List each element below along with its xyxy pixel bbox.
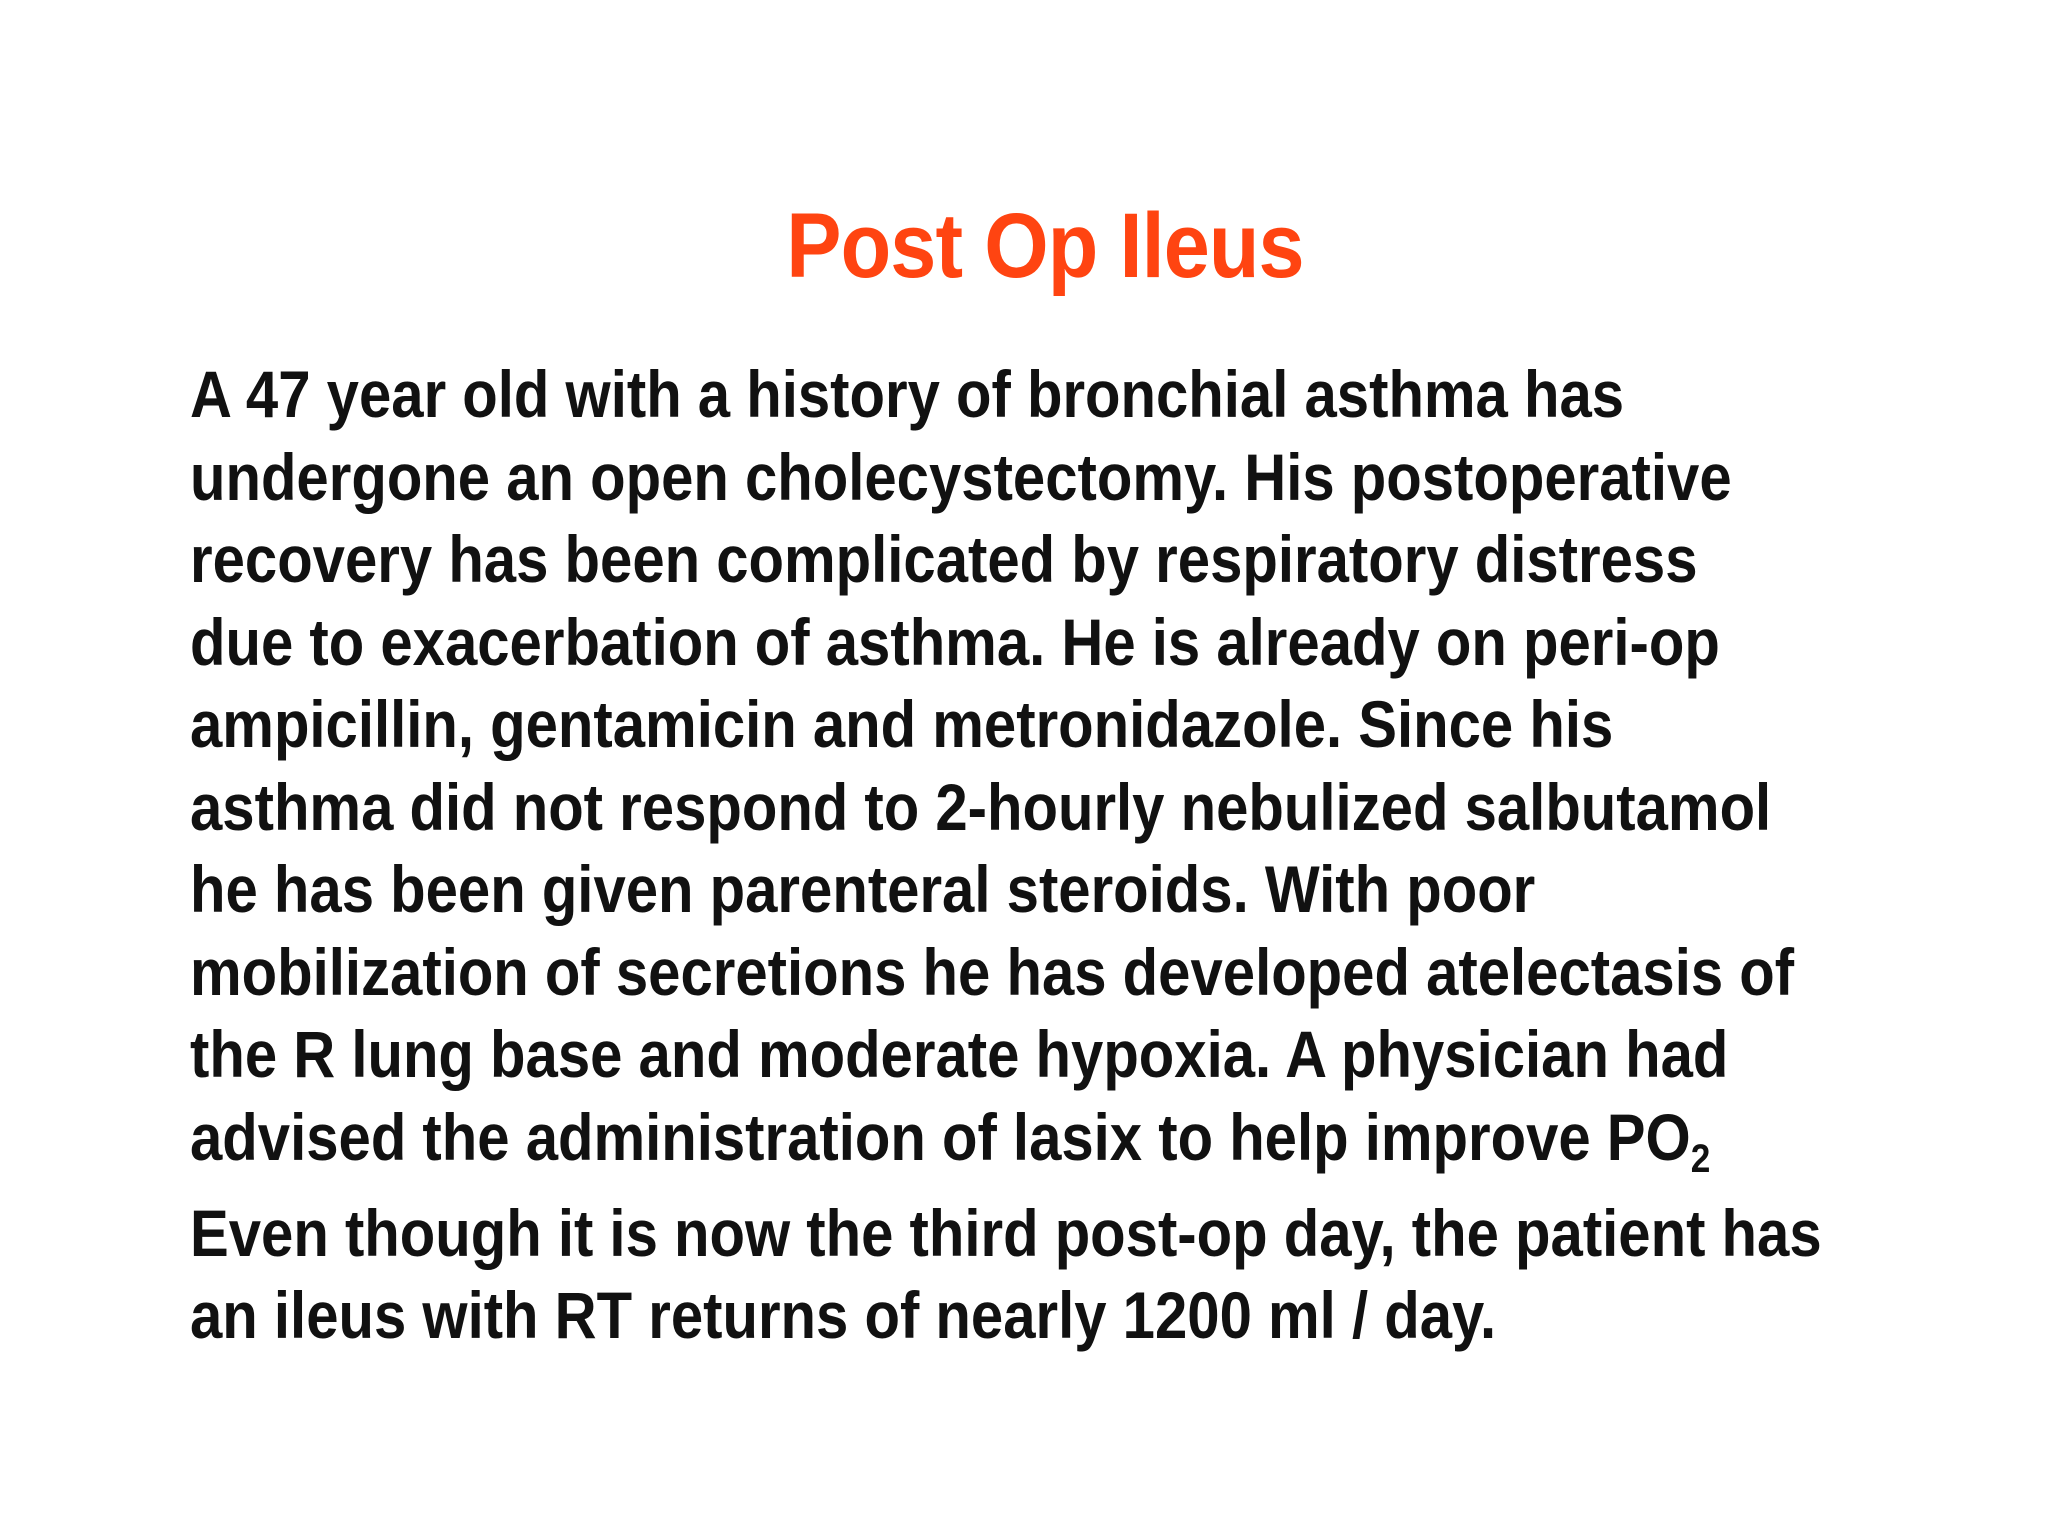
case-line-8: mobilization of secretions he has developed atelectasis of	[190, 934, 1795, 1009]
case-line-2: undergone an open cholecystectomy. His postoperative	[190, 439, 1732, 514]
case-line-12: an ileus with RT returns of nearly 1200 ml / day.	[190, 1278, 1497, 1352]
case-line-3: recovery has been complicated by respiratory distress	[190, 522, 1698, 596]
case-line-10-text: advised the administration of lasix to help improve PO	[190, 1099, 1691, 1174]
po2-subscript: 2	[1690, 1136, 1711, 1181]
case-line-9: the R lung base and moderate hypoxia. A physician had	[190, 1017, 1729, 1091]
case-line-4: due to exacerbation of asthma. He is already on peri-op	[190, 604, 1720, 679]
case-line-10	[190, 1096, 1792, 1192]
case-line-7: he has been given parenteral steroids. With poor	[190, 852, 1536, 926]
case-description	[190, 353, 1822, 1357]
case-line-1: A 47 year old with a history of bronchial asthma has	[190, 357, 1625, 431]
slide-title: Post Op Ileus	[786, 195, 1304, 297]
case-line-11: Even though it is now the third post-op day, the patient has	[190, 1195, 1822, 1270]
case-line-6: asthma did not respond to 2-hourly nebulized salbutamol	[190, 769, 1772, 844]
case-line-5: ampicillin, gentamicin and metronidazole. Since his	[190, 687, 1614, 761]
